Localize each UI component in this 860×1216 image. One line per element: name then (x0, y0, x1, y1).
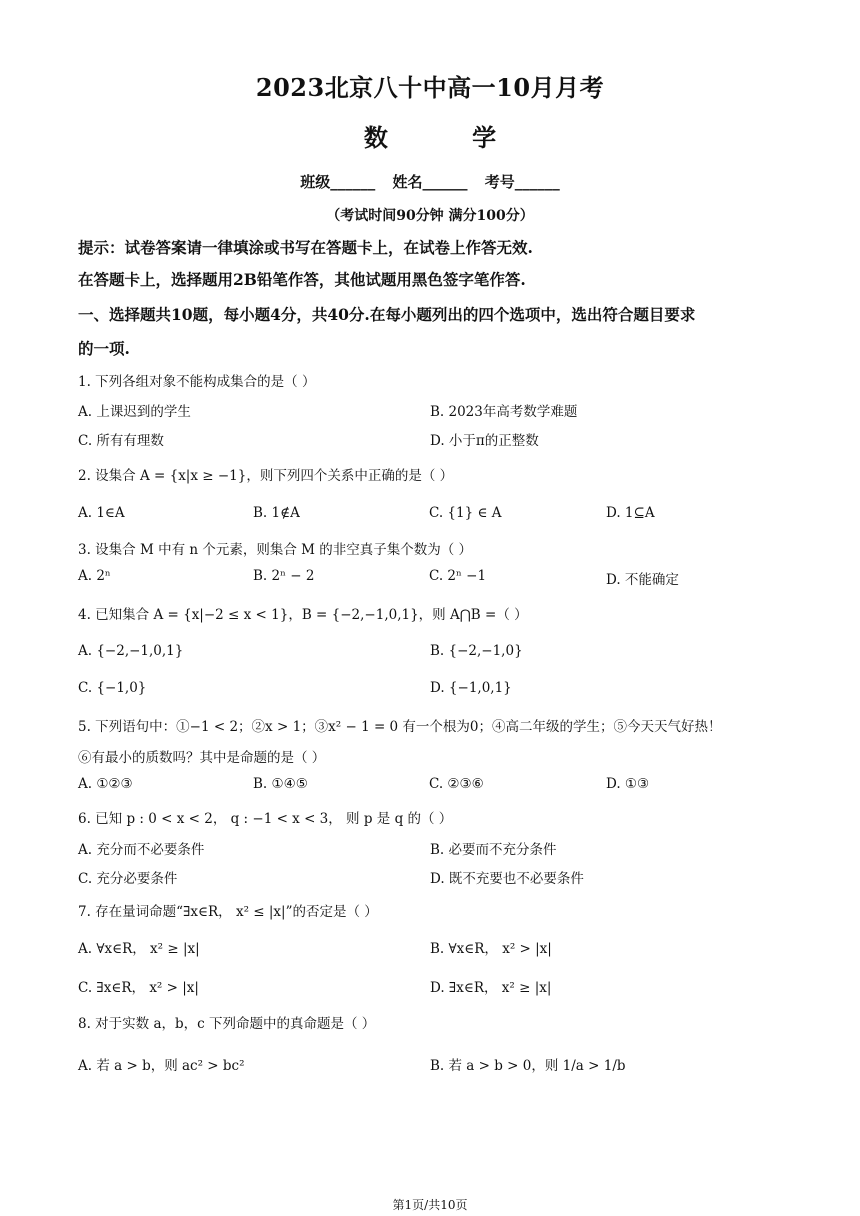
question-1-stem: 1. 下列各组对象不能构成集合的是（ ） (78, 374, 316, 390)
question-4-option-a: A. {−2,−1,0,1} (78, 643, 184, 659)
question-3-option-d: D. 不能确定 (606, 572, 679, 588)
question-7-option-a: A. ∀x∈R， x² ≥ |x| (78, 941, 200, 957)
exam-title: 2023北京八十中高一10月月考 (255, 73, 605, 102)
question-6-stem: 6. 已知 p : 0 < x < 2， q : −1 < x < 3， 则 p 是 q 的（ ） (78, 811, 453, 827)
question-2-option-c: C. {1} ∈ A (429, 505, 502, 521)
page-number: 第1页/共10页 (392, 1198, 468, 1212)
question-4-stem: 4. 已知集合 A = {x|−2 ≤ x < 1}，B = {−2,−1,0,1}，则 A⋂B =（ ） (78, 607, 528, 623)
question-1-option-a: A. 上课迟到的学生 (78, 404, 191, 420)
instruction-line-1: 提示：试卷答案请一律填涂或书写在答题卡上，在试卷上作答无效. (78, 238, 533, 257)
question-7-option-b: B. ∀x∈R， x² > |x| (430, 941, 552, 957)
question-2-option-b: B. 1∉A (253, 505, 300, 521)
question-6-option-c: C. 充分必要条件 (78, 871, 178, 887)
question-7-option-c: C. ∃x∈R， x² > |x| (78, 980, 199, 996)
subject-title: 数 学 (363, 123, 535, 152)
question-1-option-b: B. 2023年高考数学难题 (430, 404, 578, 420)
section-heading-line-1: 一、选择题共10题，每小题4分，共40分.在每小题列出的四个选项中，选出符合题目要求 (78, 305, 696, 324)
question-3-option-b: B. 2ⁿ − 2 (253, 568, 315, 584)
question-5-stem-line-2: ⑥有最小的质数吗？其中是命题的是（ ） (78, 750, 326, 766)
question-2-stem: 2. 设集合 A = {x|x ≥ −1}，则下列四个关系中正确的是（ ） (78, 468, 454, 484)
question-4-option-d: D. {−1,0,1} (430, 680, 512, 696)
question-5-option-d: D. ①③ (606, 776, 650, 792)
question-5-option-b: B. ①④⑤ (253, 776, 308, 792)
id-field: 考号______ (484, 173, 560, 191)
question-5-option-c: C. ②③⑥ (429, 776, 484, 792)
name-field: 姓名______ (392, 173, 468, 191)
question-5-stem-line-1: 5. 下列语句中：①−1 < 2；②x > 1；③x² − 1 = 0 有一个根为0；④高二年级的学生；⑤今天天气好热！ (78, 719, 722, 735)
question-3-option-a: A. 2ⁿ (78, 568, 111, 584)
instruction-line-2: 在答题卡上，选择题用2B铅笔作答，其他试题用黑色签字笔作答. (78, 270, 526, 289)
question-1-option-d: D. 小于π的正整数 (430, 433, 539, 449)
question-8-stem: 8. 对于实数 a，b，c 下列命题中的真命题是（ ） (78, 1016, 376, 1032)
question-2-option-d: D. 1⊆A (606, 505, 655, 521)
question-2-option-a: A. 1∈A (78, 505, 125, 521)
class-field: 班级______ (300, 173, 376, 191)
question-3-option-c: C. 2ⁿ −1 (429, 568, 487, 584)
question-4-option-b: B. {−2,−1,0} (430, 643, 523, 659)
question-7-option-d: D. ∃x∈R， x² ≥ |x| (430, 980, 552, 996)
question-7-stem: 7. 存在量词命题“∃x∈R， x² ≤ |x|”的否定是（ ） (78, 904, 378, 920)
question-6-option-a: A. 充分而不必要条件 (78, 842, 205, 858)
question-8-option-a: A. 若 a > b，则 ac² > bc² (78, 1058, 245, 1074)
section-heading-line-2: 的一项. (78, 339, 130, 358)
question-5-option-a: A. ①②③ (78, 776, 133, 792)
question-6-option-d: D. 既不充要也不必要条件 (430, 871, 584, 887)
question-8-option-b: B. 若 a > b > 0，则 1/a > 1/b (430, 1058, 626, 1074)
exam-time-note: （考试时间90分钟 满分100分） (326, 208, 534, 224)
student-info-line (0, 171, 860, 192)
question-3-stem: 3. 设集合 M 中有 n 个元素，则集合 M 的非空真子集个数为（ ） (78, 542, 473, 558)
question-6-option-b: B. 必要而不充分条件 (430, 842, 557, 858)
question-1-option-c: C. 所有有理数 (78, 433, 164, 449)
question-4-option-c: C. {−1,0} (78, 680, 147, 696)
